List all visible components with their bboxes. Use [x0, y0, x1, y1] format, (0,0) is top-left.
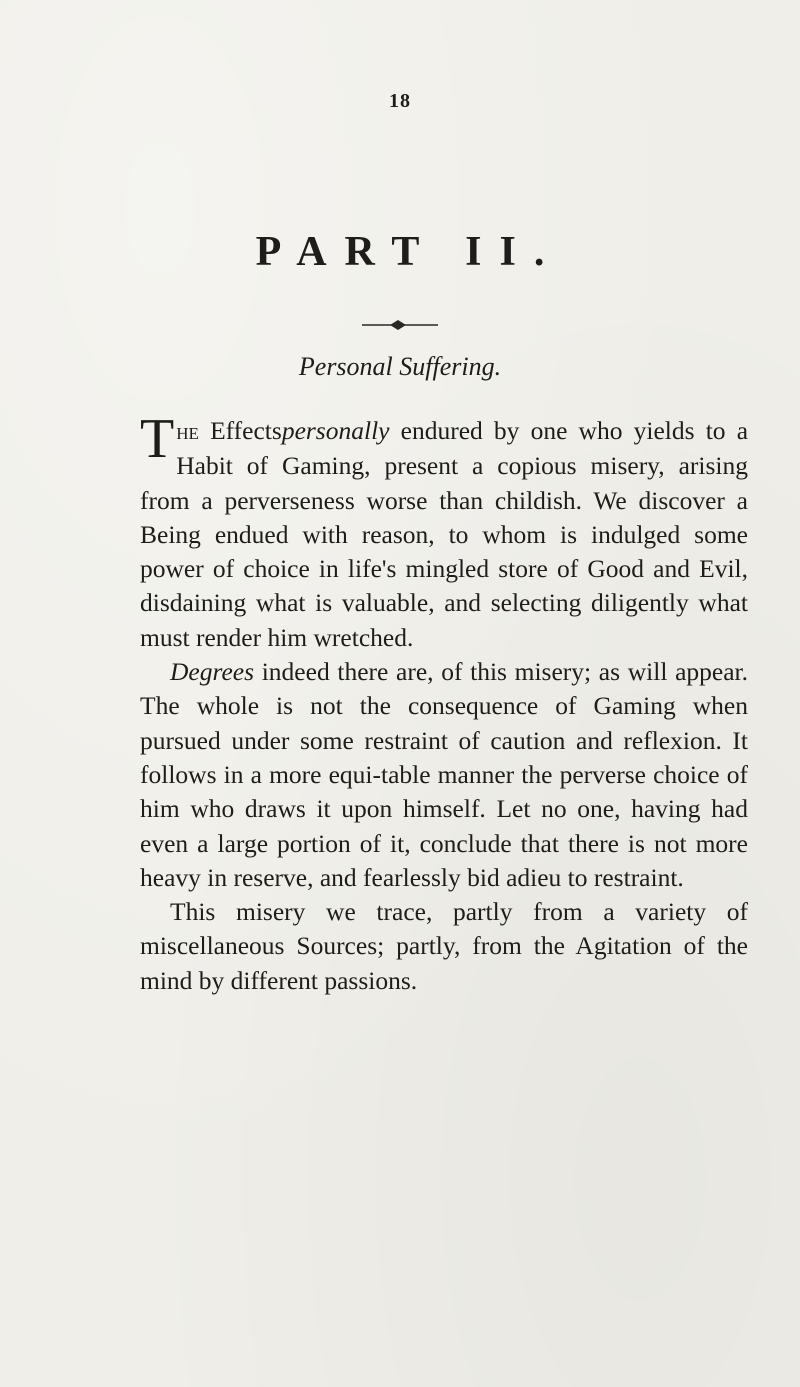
paragraph-2-text: indeed there are, of this misery; as will appear. The whole is not the consequence of Gaming when pursued under some restraint of caution and reflexion. It follows in a more equi-table manner the perverse choice of him who draws it upon himself. Let no one, having had even a large portion of it, conclude that there is not more heavy in reserve, and fearlessly bid adieu to restraint.: [140, 657, 748, 892]
drop-cap: T: [140, 408, 175, 470]
paragraph-3: This misery we trace, partly from a variety of miscellaneous Sources; partly, from the Agitation of the mind by different passions.: [140, 897, 748, 995]
diamond-rule-ornament-icon: [360, 318, 440, 332]
part-title: PART II.: [255, 229, 563, 275]
section-heading: Personal Suffering.: [298, 352, 502, 381]
page-number: 18: [389, 90, 411, 112]
paragraph-1-smallcaps: he: [176, 419, 199, 445]
paragraph-1-italic: personally: [281, 416, 390, 445]
body-text: [140, 408, 749, 998]
paragraph-1-text: endured by one who yields to a Habit of Gaming, present a copious misery, arising from a perverseness worse than childish. We discover a Being endued with reason, to whom is indulged some power of choice in life's mingled store of Good and Evil, disdaining what is valuable, and selecting diligently what must render him wretched.: [140, 416, 749, 652]
paragraph-2-italic-lead: Degrees: [170, 657, 255, 687]
paragraph-1-effects: Effects: [210, 416, 282, 445]
paragraph-1: [140, 408, 749, 655]
paragraph-2: [140, 655, 748, 895]
